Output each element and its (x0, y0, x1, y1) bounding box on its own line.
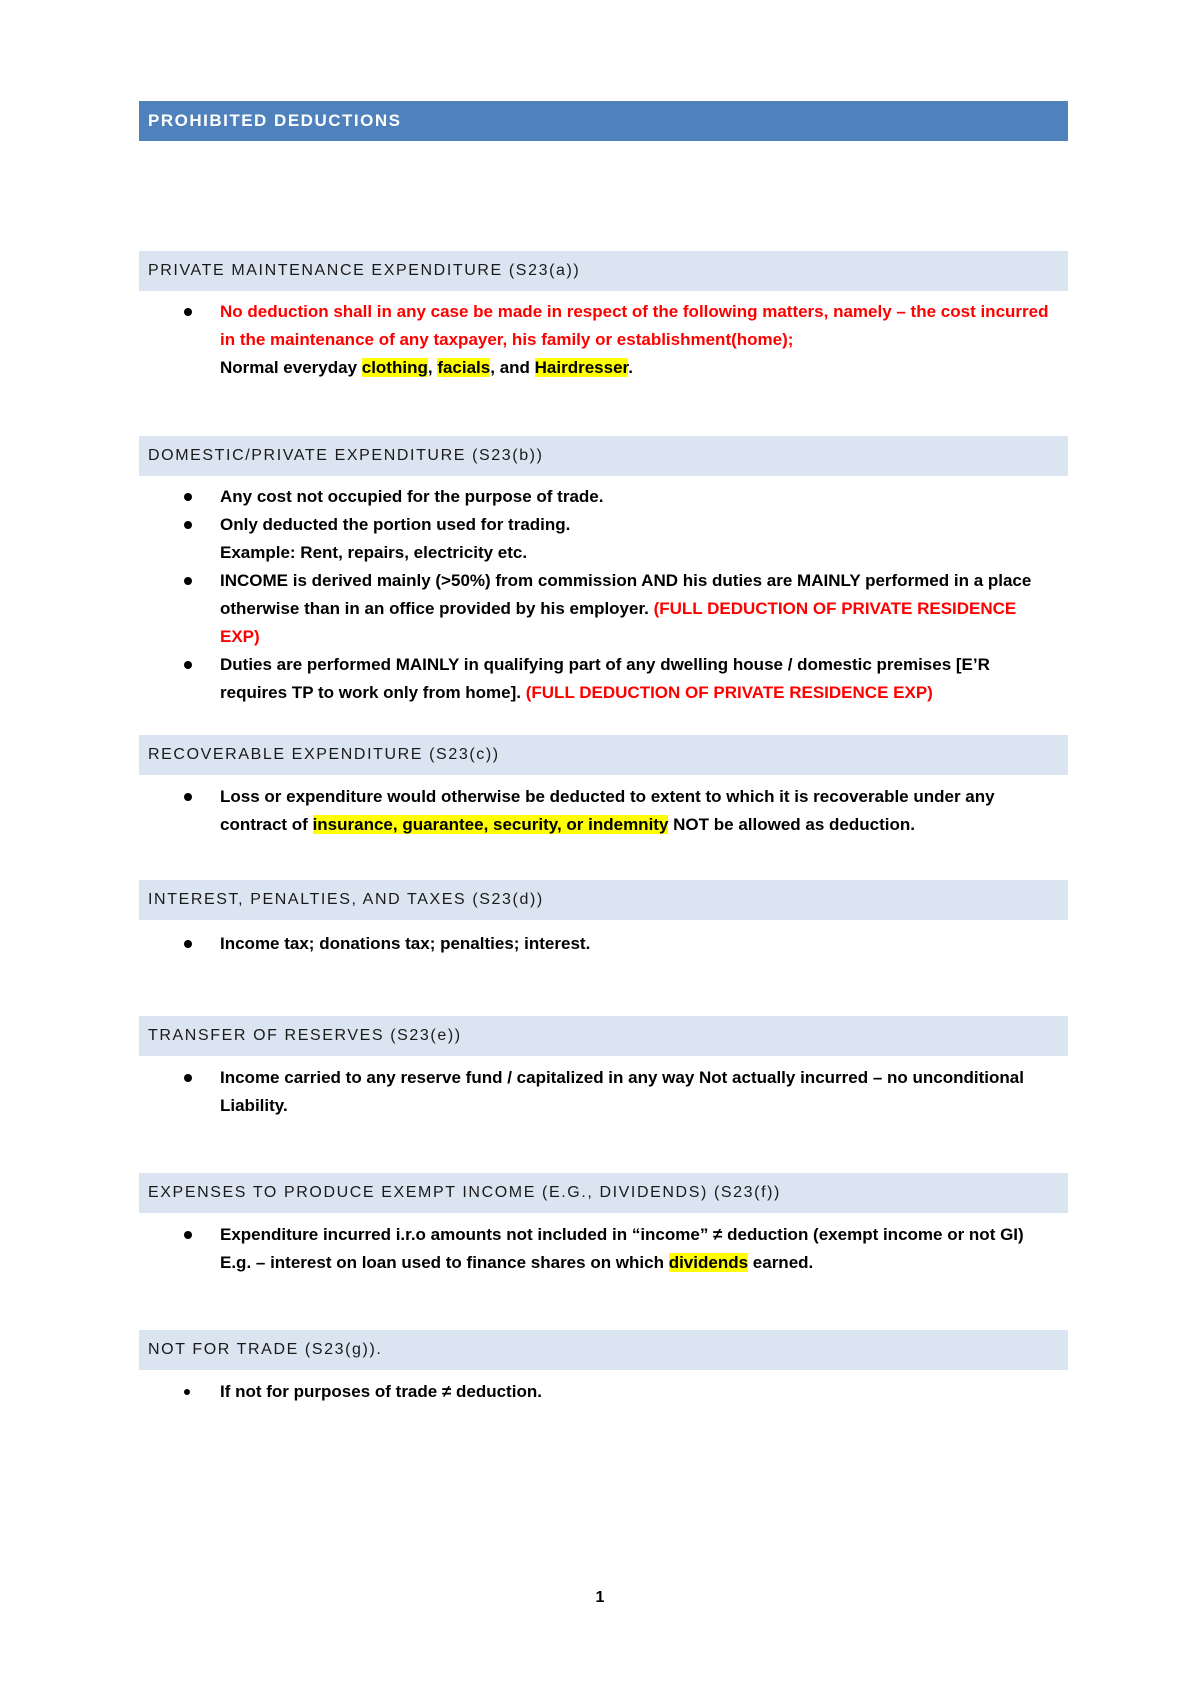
text-span: Any cost not occupied for the purpose of trade. (220, 487, 604, 506)
highlight-hairdresser: Hairdresser (534, 358, 629, 377)
bullet-icon (184, 493, 192, 501)
bullet-icon (184, 793, 192, 801)
section-recoverable (139, 735, 1068, 839)
red-text: (FULL DEDUCTION OF PRIVATE RESIDENCE EXP) (525, 683, 933, 702)
section-heading-bar (139, 1330, 1068, 1370)
bullet-list (139, 483, 1068, 707)
red-text: (FULL DEDUCTION OF PRIVATE RESIDENCE EXP) (220, 599, 1017, 646)
list-item (139, 298, 1068, 382)
text-span: Expenditure incurred i.r.o amounts not included in “income” ≠ deduction (exempt income or not GI) (220, 1225, 1024, 1244)
text-span: Duties are performed MAINLY in qualifying part of any dwelling house / domestic premises [E’R requires TP to work only from home]. (220, 655, 990, 702)
highlight-facials: facials (437, 358, 491, 377)
section-heading: NOT FOR TRADE (S23(g)). (148, 1341, 383, 1358)
list-item (139, 567, 1068, 651)
section-private-maintenance (139, 251, 1068, 382)
list-item (139, 930, 1068, 958)
text-span: Example: Rent, repairs, electricity etc. (220, 543, 528, 562)
section-heading-bar (139, 251, 1068, 291)
section-heading-bar (139, 880, 1068, 920)
section-heading: DOMESTIC/PRIVATE EXPENDITURE (S23(b)) (148, 447, 544, 464)
bullet-list (139, 1064, 1068, 1120)
bullet-icon (184, 308, 192, 316)
bullet-list (139, 298, 1068, 382)
list-item (139, 1221, 1068, 1277)
page-number: 1 (595, 1589, 605, 1606)
text-span: , and (490, 358, 535, 377)
text-span: NOT be allowed as deduction. (668, 815, 915, 834)
section-domestic-private (139, 436, 1068, 707)
bullet-icon (184, 1389, 190, 1395)
bullet-list (139, 930, 1068, 958)
bullet-list (139, 1378, 1068, 1406)
text-span: . (628, 358, 633, 377)
section-heading: RECOVERABLE EXPENDITURE (S23(c)) (148, 746, 500, 763)
section-not-for-trade (139, 1330, 1068, 1406)
text-span: If not for purposes of trade ≠ deduction. (220, 1382, 542, 1401)
section-interest-penalties (139, 880, 1068, 958)
list-item (139, 783, 1068, 839)
section-heading-bar (139, 1173, 1068, 1213)
section-heading: TRANSFER OF RESERVES (S23(e)) (148, 1027, 462, 1044)
text-span: , (427, 358, 438, 377)
section-heading-bar (139, 735, 1068, 775)
section-heading-bar (139, 1016, 1068, 1056)
highlight-dividends: dividends (668, 1253, 749, 1272)
list-item (139, 483, 1068, 511)
text-span: E.g. – interest on loan used to finance shares on which (220, 1253, 669, 1272)
section-heading-bar (139, 436, 1068, 476)
text-span: Income tax; donations tax; penalties; interest. (220, 934, 591, 953)
section-exempt-income (139, 1173, 1068, 1277)
text-span: Income carried to any reserve fund / capitalized in any way Not actually incurred – no unconditional Liability. (220, 1068, 1024, 1115)
bullet-icon (184, 577, 192, 585)
list-item (139, 1064, 1068, 1120)
list-item (139, 511, 1068, 567)
bullet-icon (184, 940, 192, 948)
bullet-icon (184, 1231, 192, 1239)
bullet-icon (184, 521, 192, 529)
red-text: No deduction shall in any case be made in respect of the following matters, namely – the cost incurred in the maintenance of any taxpayer, his family or establishment(home); (220, 302, 1049, 349)
text-span: Only deducted the portion used for trading. (220, 515, 571, 534)
bullet-list (139, 1221, 1068, 1277)
highlight-clothing: clothing (361, 358, 428, 377)
page-title: PROHIBITED DEDUCTIONS (148, 111, 402, 130)
bullet-icon (184, 1074, 192, 1082)
section-heading: EXPENSES TO PRODUCE EXEMPT INCOME (E.G., DIVIDENDS) (S23(f)) (148, 1184, 781, 1201)
bullet-icon (184, 661, 192, 669)
page-title-bar (139, 101, 1068, 141)
list-item (139, 651, 1068, 707)
text-span: earned. (748, 1253, 814, 1272)
highlight-insurance: insurance, guarantee, security, or indemnity (312, 815, 669, 834)
bullet-list (139, 783, 1068, 839)
text-span: INCOME is derived mainly (>50%) from commission AND his duties are MAINLY performed in a place otherwise than in an office provided by his employer. (220, 571, 1032, 618)
section-heading: PRIVATE MAINTENANCE EXPENDITURE (S23(a)) (148, 262, 581, 279)
list-item (139, 1378, 1068, 1406)
section-transfer-reserves (139, 1016, 1068, 1120)
section-heading: INTEREST, PENALTIES, AND TAXES (S23(d)) (148, 891, 544, 908)
text-span: Normal everyday (220, 358, 362, 377)
text-span: Loss or expenditure would otherwise be deducted to extent to which it is recoverable under any contract of (220, 787, 995, 834)
